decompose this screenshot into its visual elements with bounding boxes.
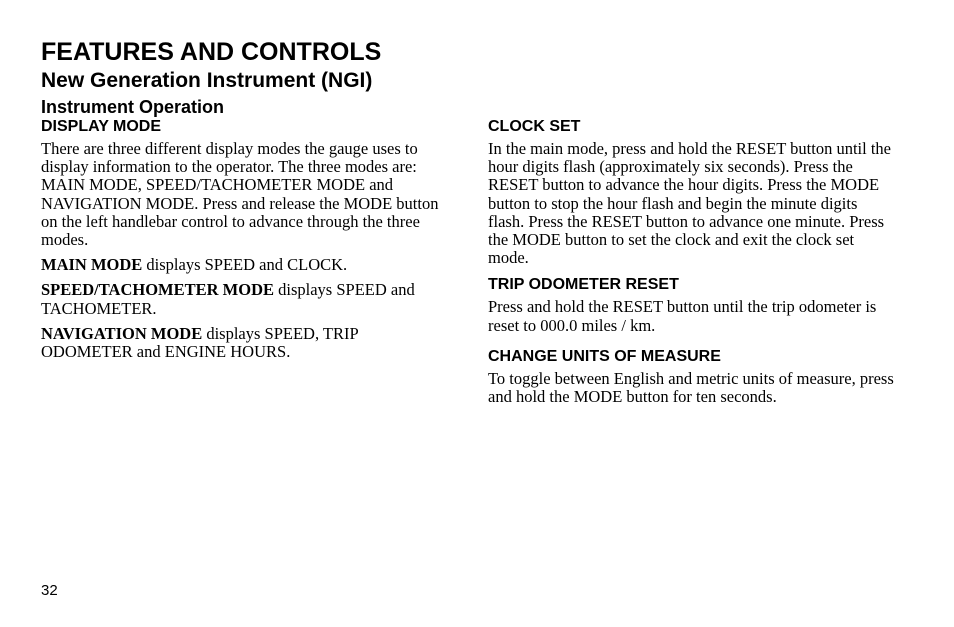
left-column — [41, 117, 446, 361]
main-mode-label: MAIN MODE — [41, 255, 143, 275]
navigation-paragraph — [41, 325, 446, 361]
page-subtitle: New Generation Instrument (NGI) — [41, 69, 373, 92]
clock-set-paragraph: In the main mode, press and hold the RESET button until the hour digits flash (approximately six seconds). Press the RESET button to advance the hour digits. Press the MODE button to stop the hour flash and begin the minute digits flash. Press the RESET button to advance one minute. Press the MODE button to set the clock and exit the clock set mode. — [488, 139, 891, 268]
units-heading: CHANGE UNITS OF MEASURE — [488, 347, 721, 365]
speed-tach-text: displays SPEED and TACHOMETER. — [41, 280, 415, 318]
trip-reset-heading: TRIP ODOMETER RESET — [488, 276, 679, 294]
display-mode-paragraph: There are three different display modes the gauge uses to display information to the operator. The three modes are: MAIN MODE, SPEED/TACHOMETER MODE and NAVIGATION MODE. Press and release the MODE button on the left handlebar control to advance through the three modes. — [41, 139, 439, 250]
main-mode-paragraph — [41, 256, 446, 274]
navigation-label: NAVIGATION MODE — [41, 323, 203, 343]
main-mode-text: displays SPEED and CLOCK. — [142, 255, 348, 275]
page-title: FEATURES AND CONTROLS — [41, 38, 382, 66]
clock-set-heading: CLOCK SET — [488, 118, 581, 135]
speed-tach-label: SPEED/TACHOMETER MODE — [41, 280, 275, 300]
display-mode-heading: DISPLAY MODE — [41, 118, 162, 135]
page-number: 32 — [41, 582, 58, 599]
section-heading: Instrument Operation — [41, 97, 225, 117]
right-column — [488, 117, 896, 406]
units-paragraph: To toggle between English and metric units of measure, press and hold the MODE button for ten seconds. — [488, 368, 894, 407]
speed-tach-paragraph — [41, 281, 446, 317]
navigation-text: displays SPEED, TRIP ODOMETER and ENGINE HOURS. — [41, 323, 359, 362]
trip-reset-paragraph: Press and hold the RESET button until the trip odometer is reset to 000.0 miles / km. — [488, 297, 877, 335]
